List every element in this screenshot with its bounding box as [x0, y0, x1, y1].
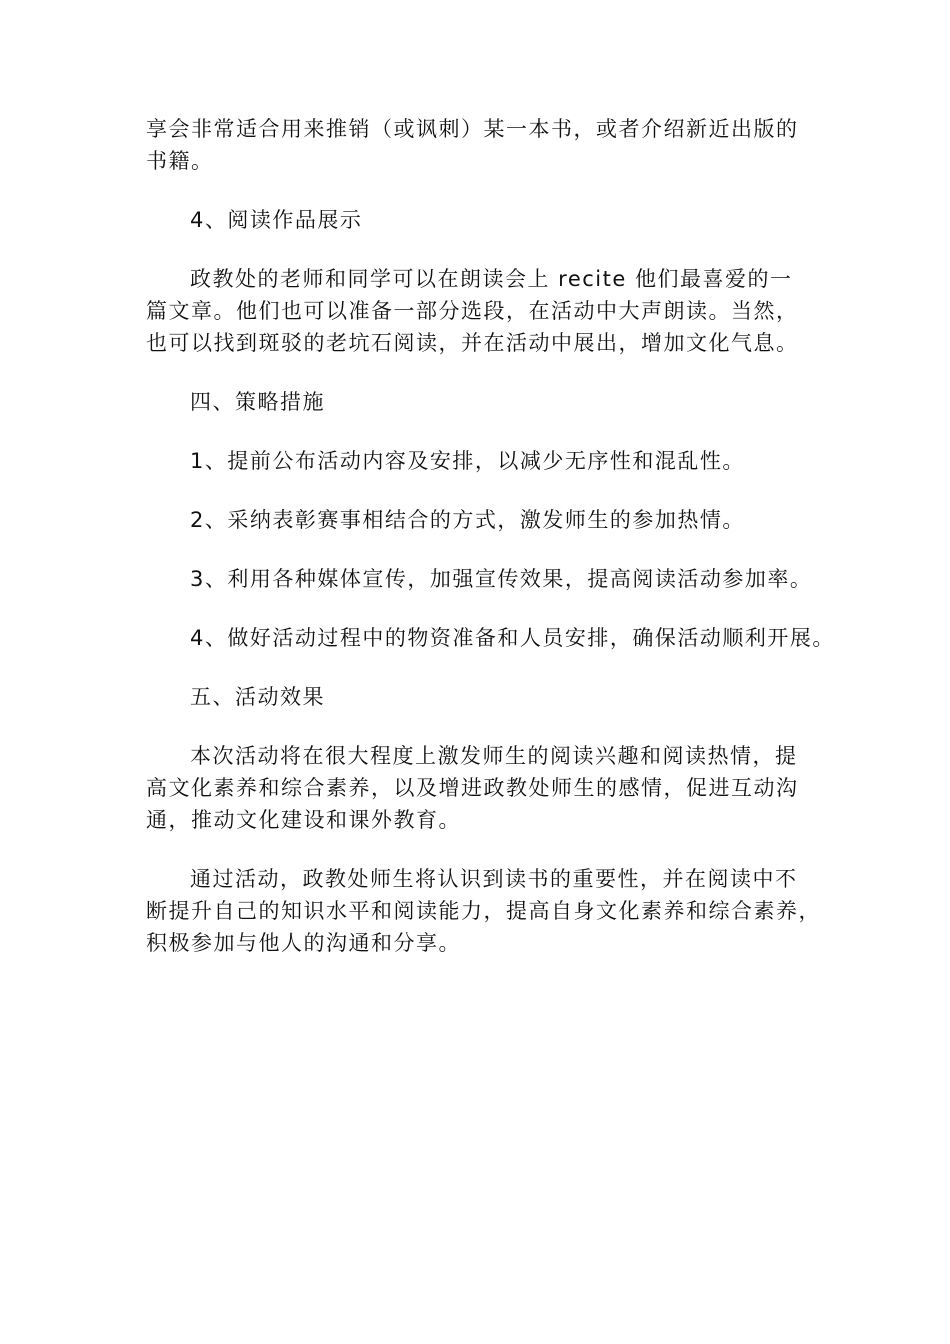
text-line: 五、活动效果: [190, 685, 325, 709]
text-line: 四、策略措施: [190, 390, 325, 414]
list-item-measure-3: [146, 563, 826, 595]
text-line: 篇文章。他们也可以准备一部分选段，在活动中大声朗读。当然，: [146, 299, 799, 323]
text-line: 享会非常适合用来推销（或讽刺）某一本书，或者介绍新近出版的: [146, 117, 799, 141]
text-line: 1、提前公布活动内容及安排，以减少无序性和混乱性。: [190, 449, 745, 473]
text-line: 4、做好活动过程中的物资准备和人员安排，确保活动顺利开展。: [190, 626, 835, 650]
item-heading-reading-works-display: [146, 204, 826, 236]
section-heading-strategy-measures: [146, 386, 826, 418]
list-item-measure-4: [146, 622, 835, 654]
text-line: 断提升自己的知识水平和阅读能力，提高自身文化素养和综合素养，: [146, 899, 821, 923]
paragraph-activity-conclusion: [146, 863, 826, 959]
text-line: 也可以找到斑驳的老坑石阅读，并在活动中展出，增加文化气息。: [146, 331, 799, 355]
text-line: 本次活动将在很大程度上激发师生的阅读兴趣和阅读热情，提: [190, 744, 798, 768]
text-line: 4、阅读作品展示: [190, 208, 363, 232]
text-line: 通过活动，政教处师生将认识到读书的重要性，并在阅读中不: [190, 867, 798, 891]
text-line: 2、采纳表彰赛事相结合的方式，激发师生的参加热情。: [190, 508, 745, 532]
list-item-measure-2: [146, 504, 826, 536]
paragraph-reading-works-display: [146, 263, 826, 359]
text-line: 通，推动文化建设和课外教育。: [146, 808, 461, 832]
paragraph-activity-effect: [146, 740, 826, 836]
text-line: 3、利用各种媒体宣传，加强宣传效果，提高阅读活动参加率。: [190, 567, 813, 591]
list-item-measure-1: [146, 445, 826, 477]
text-line: 高文化素养和综合素养，以及增进政教处师生的感情，促进互动沟: [146, 776, 799, 800]
text-line: 政教处的老师和同学可以在朗读会上 recite 他们最喜爱的一: [190, 267, 793, 291]
text-line: 书籍。: [146, 149, 214, 173]
paragraph-book-sharing-continued: [146, 113, 826, 177]
document-body: [146, 113, 835, 986]
section-heading-activity-effect: [146, 681, 826, 713]
text-line: 积极参加与他人的沟通和分享。: [146, 931, 461, 955]
